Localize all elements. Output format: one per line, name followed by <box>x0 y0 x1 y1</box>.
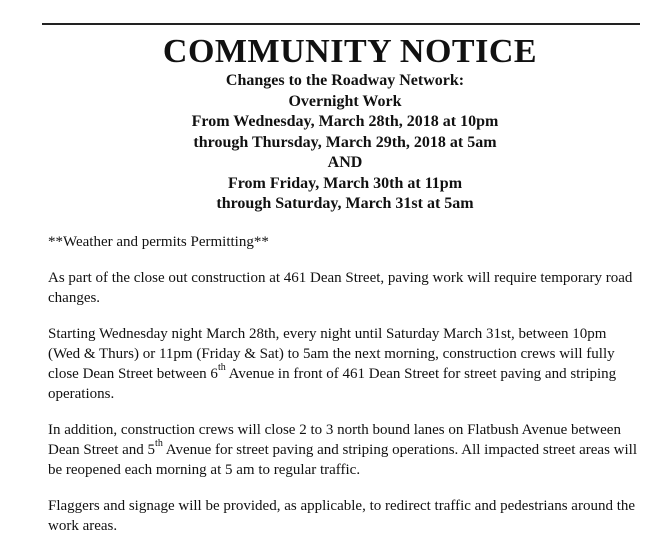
subhead-line-roadway-changes: Changes to the Roadway Network: <box>225 72 465 89</box>
paragraph-flaggers-signage: Flaggers and signage will be provided, as applicable, to redirect traffic and pedestrians around the work areas. <box>48 497 636 534</box>
flatbush-ordinal: th <box>155 437 163 449</box>
subhead-line-saturday-end: through Saturday, March 31st at 5am <box>216 195 474 212</box>
flatbush-text-start: In addition, construction crews will close 2 to 3 north bound lanes on Flatbush Avenue between Dean Street and 5 <box>48 421 621 458</box>
dean-closure-ordinal: th <box>217 361 226 373</box>
notice-title: COMMUNITY NOTICE <box>162 33 538 70</box>
subhead-line-friday-start: From Friday, March 30th at 11pm <box>227 174 463 192</box>
notice-subheading <box>48 71 642 215</box>
subhead-line-wednesday-start: From Wednesday, March 28th, 2018 at 10pm <box>191 113 499 130</box>
subhead-line-overnight-work: Overnight Work <box>288 92 402 110</box>
paragraph-dean-street-closure <box>48 324 642 404</box>
dean-closure-text-end: Avenue in front of 461 Dean Street for street paving and striping operations. <box>48 365 617 402</box>
flatbush-text-end: Avenue for street paving and striping operations. All impacted street areas will be reopened each morning at 5 am to regular traffic. <box>48 441 637 478</box>
paragraph-paving-intro: As part of the close out construction at 461 Dean Street, paving work will require temporary road changes. <box>48 269 633 306</box>
subhead-line-thursday-end: through Thursday, March 29th, 2018 at 5am <box>193 133 497 151</box>
top-divider <box>42 23 640 25</box>
weather-disclaimer: **Weather and permits Permitting** <box>48 233 269 250</box>
paragraph-flatbush-lanes <box>48 420 642 480</box>
community-notice <box>48 33 642 536</box>
dean-closure-text-start: Starting Wednesday night March 28th, every night until Saturday March 31st, between 10pm (Wed & Thurs) or 11pm (Friday & Sat) to 5am the next morning, construction crews will fully close Dean Street between 6 <box>48 325 615 382</box>
subhead-line-and: AND <box>327 154 363 171</box>
